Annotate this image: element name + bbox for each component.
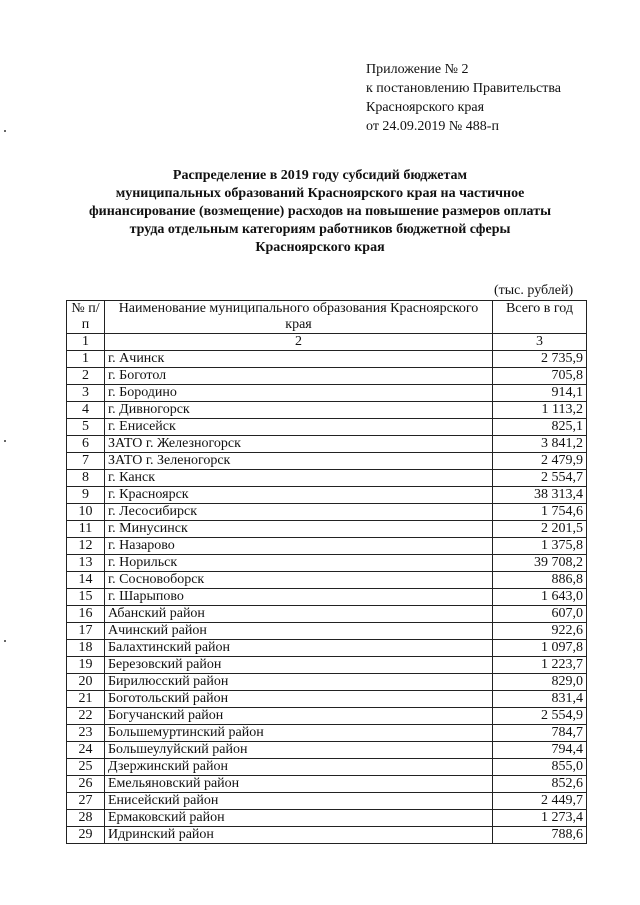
- table-row: [67, 623, 587, 640]
- row-number: 1: [67, 351, 105, 368]
- municipality-name: г. Назарово: [105, 538, 493, 555]
- appendix-line: Приложение № 2: [366, 62, 469, 77]
- municipality-name: Большемуртинский район: [105, 725, 493, 742]
- table-row: [67, 572, 587, 589]
- row-total: 922,6: [493, 623, 587, 640]
- table-row: [67, 470, 587, 487]
- row-number: 15: [67, 589, 105, 606]
- row-total: 829,0: [493, 674, 587, 691]
- municipality-name: Большеулуйский район: [105, 742, 493, 759]
- municipality-name: г. Ачинск: [105, 351, 493, 368]
- table-row: [67, 555, 587, 572]
- row-total: 2 554,7: [493, 470, 587, 487]
- municipality-name: г. Минусинск: [105, 521, 493, 538]
- header-total: Всего в год: [493, 301, 587, 334]
- scan-mark: [4, 640, 6, 642]
- municipality-name: Енисейский район: [105, 793, 493, 810]
- municipality-name: Дзержинский район: [105, 759, 493, 776]
- municipality-name: г. Енисейск: [105, 419, 493, 436]
- row-total: 831,4: [493, 691, 587, 708]
- row-number: 19: [67, 657, 105, 674]
- row-number: 5: [67, 419, 105, 436]
- row-total: 788,6: [493, 827, 587, 844]
- document-title: [60, 167, 580, 257]
- appendix-block: [366, 60, 626, 136]
- row-total: 39 708,2: [493, 555, 587, 572]
- row-number: 26: [67, 776, 105, 793]
- table-row: [67, 436, 587, 453]
- units-label: (тыс. рублей): [494, 283, 574, 298]
- table-row: [67, 742, 587, 759]
- row-number: 25: [67, 759, 105, 776]
- row-number: 9: [67, 487, 105, 504]
- municipality-name: г. Лесосибирск: [105, 504, 493, 521]
- table-row: [67, 453, 587, 470]
- municipality-name: г. Бородино: [105, 385, 493, 402]
- row-number: 22: [67, 708, 105, 725]
- row-number: 4: [67, 402, 105, 419]
- municipality-name: Балахтинский район: [105, 640, 493, 657]
- row-total: 3 841,2: [493, 436, 587, 453]
- municipality-name: Абанский район: [105, 606, 493, 623]
- row-total: 886,8: [493, 572, 587, 589]
- row-total: 2 449,7: [493, 793, 587, 810]
- table-row: [67, 759, 587, 776]
- table-row: [67, 487, 587, 504]
- row-total: 38 313,4: [493, 487, 587, 504]
- row-total: 855,0: [493, 759, 587, 776]
- column-index-row: [67, 334, 587, 351]
- table-row: [67, 589, 587, 606]
- row-total: 2 201,5: [493, 521, 587, 538]
- column-index: 2: [105, 334, 493, 351]
- municipality-name: ЗАТО г. Зеленогорск: [105, 453, 493, 470]
- table-row: [67, 538, 587, 555]
- row-total: 1 754,6: [493, 504, 587, 521]
- municipality-name: Ачинский район: [105, 623, 493, 640]
- table-row: [67, 521, 587, 538]
- title-line: муниципальных образований Красноярского края на частичное: [115, 186, 525, 201]
- row-number: 7: [67, 453, 105, 470]
- row-total: 1 113,2: [493, 402, 587, 419]
- table-row: [67, 385, 587, 402]
- row-number: 27: [67, 793, 105, 810]
- row-number: 11: [67, 521, 105, 538]
- table-row: [67, 402, 587, 419]
- row-number: 21: [67, 691, 105, 708]
- table-header-row: [67, 301, 587, 334]
- scan-mark: [4, 130, 6, 132]
- table-row: [67, 640, 587, 657]
- title-line: Распределение в 2019 году субсидий бюджетам: [172, 168, 468, 183]
- row-total: 784,7: [493, 725, 587, 742]
- municipality-name: Боготольский район: [105, 691, 493, 708]
- table-row: [67, 725, 587, 742]
- row-total: 705,8: [493, 368, 587, 385]
- table-row: [67, 606, 587, 623]
- table-body: [67, 301, 587, 844]
- municipality-name: г. Канск: [105, 470, 493, 487]
- appendix-line: к постановлению Правительства: [366, 81, 562, 96]
- row-total: 2 735,9: [493, 351, 587, 368]
- row-total: 794,4: [493, 742, 587, 759]
- table-row: [67, 776, 587, 793]
- municipality-name: г. Норильск: [105, 555, 493, 572]
- municipality-name: Богучанский район: [105, 708, 493, 725]
- row-number: 8: [67, 470, 105, 487]
- row-total: 1 375,8: [493, 538, 587, 555]
- row-total: 914,1: [493, 385, 587, 402]
- row-total: 2 554,9: [493, 708, 587, 725]
- row-total: 1 643,0: [493, 589, 587, 606]
- row-number: 13: [67, 555, 105, 572]
- municipality-name: г. Шарыпово: [105, 589, 493, 606]
- row-number: 17: [67, 623, 105, 640]
- appendix-line: Красноярского края: [366, 100, 485, 115]
- municipality-name: Березовский район: [105, 657, 493, 674]
- row-total: 1 273,4: [493, 810, 587, 827]
- table-row: [67, 368, 587, 385]
- table-row: [67, 674, 587, 691]
- column-index: 1: [67, 334, 105, 351]
- row-number: 18: [67, 640, 105, 657]
- row-number: 3: [67, 385, 105, 402]
- row-number: 6: [67, 436, 105, 453]
- row-number: 14: [67, 572, 105, 589]
- municipality-name: г. Красноярск: [105, 487, 493, 504]
- row-number: 20: [67, 674, 105, 691]
- row-total: 2 479,9: [493, 453, 587, 470]
- row-number: 2: [67, 368, 105, 385]
- header-name: Наименование муниципального образования Красноярского края: [105, 301, 493, 334]
- municipality-name: Емельяновский район: [105, 776, 493, 793]
- table-row: [67, 419, 587, 436]
- row-number: 24: [67, 742, 105, 759]
- row-number: 28: [67, 810, 105, 827]
- header-num: № п/п: [67, 301, 105, 334]
- municipality-name: Идринский район: [105, 827, 493, 844]
- table-row: [67, 691, 587, 708]
- table-row: [67, 810, 587, 827]
- row-total: 825,1: [493, 419, 587, 436]
- row-total: 852,6: [493, 776, 587, 793]
- row-total: 1 223,7: [493, 657, 587, 674]
- subsidy-table: [66, 300, 587, 844]
- municipality-name: г. Боготол: [105, 368, 493, 385]
- table-row: [67, 657, 587, 674]
- municipality-name: г. Сосновоборск: [105, 572, 493, 589]
- row-number: 29: [67, 827, 105, 844]
- municipality-name: г. Дивногорск: [105, 402, 493, 419]
- row-number: 12: [67, 538, 105, 555]
- scan-mark: [4, 440, 6, 442]
- table-row: [67, 793, 587, 810]
- municipality-name: ЗАТО г. Железногорск: [105, 436, 493, 453]
- appendix-line: от 24.09.2019 № 488-п: [366, 119, 499, 134]
- row-number: 10: [67, 504, 105, 521]
- title-line: финансирование (возмещение) расходов на повышение размеров оплаты: [88, 204, 551, 219]
- row-number: 23: [67, 725, 105, 742]
- row-total: 1 097,8: [493, 640, 587, 657]
- municipality-name: Бирилюсский район: [105, 674, 493, 691]
- title-line: труда отдельным категориям работников бюджетной сферы: [129, 222, 511, 237]
- table-row: [67, 708, 587, 725]
- row-total: 607,0: [493, 606, 587, 623]
- municipality-name: Ермаковский район: [105, 810, 493, 827]
- row-number: 16: [67, 606, 105, 623]
- title-line: Красноярского края: [255, 240, 385, 255]
- table-row: [67, 351, 587, 368]
- column-index: 3: [493, 334, 587, 351]
- table-row: [67, 504, 587, 521]
- table-row: [67, 827, 587, 844]
